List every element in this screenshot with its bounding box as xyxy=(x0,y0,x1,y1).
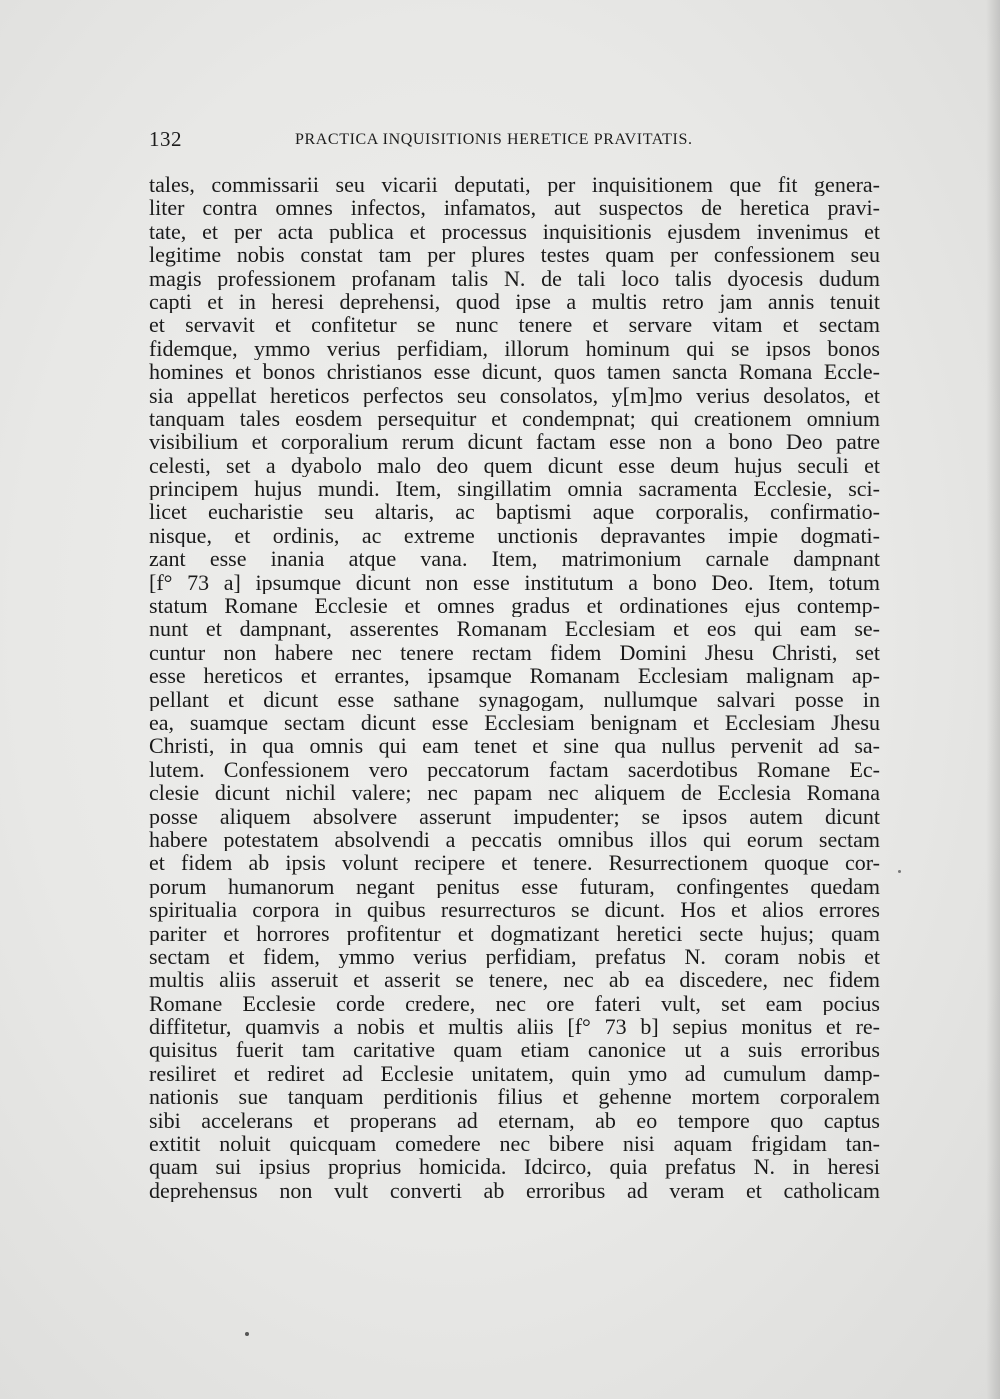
text-line: visibilium et corporalium rerum dicunt factam esse non a bono Deo patre xyxy=(149,430,880,454)
running-title: PRACTICA INQUISITIONIS HERETICE PRAVITATIS. xyxy=(295,131,693,148)
text-line: magis professionem profanam talis N. de tali loco talis dyocesis dudum xyxy=(149,266,880,290)
text-line: clesie dicunt nichil valere; nec papam nec aliquem de Ecclesia Romana xyxy=(149,781,880,805)
text-line: multis aliis asseruit et asserit se tenere, nec ab ea discedere, nec fidem xyxy=(149,968,880,992)
text-line: tate, et per acta publica et processus inquisitionis ejusdem invenimus et xyxy=(149,219,880,244)
ink-speck xyxy=(898,870,901,873)
text-line: licet eucharistie seu altaris, ac baptismi aque corporalis, confirmatio- xyxy=(149,500,880,524)
text-line: nationis sue tanquam perditionis filius et gehenne mortem corporalem xyxy=(149,1085,880,1109)
text-line: resiliret et rediret ad Ecclesie unitatem, quin ymo ad cumulum damp- xyxy=(149,1061,880,1086)
text-line: liter contra omnes infectos, infamatos, aut suspectos de heretica pravi- xyxy=(149,196,880,220)
text-line: et servavit et confitetur se nunc tenere et servare vitam et sectam xyxy=(149,313,880,337)
text-line: esse hereticos et errantes, ipsamque Romanam Ecclesiam malignam ap- xyxy=(149,664,880,688)
page-number: 132 xyxy=(149,127,182,151)
text-line: pariter et horrores profitentur et dogmatizant heretici secte hujus; quam xyxy=(149,921,880,945)
text-line: et fidem ab ipsis volunt recipere et tenere. Resurrectionem quoque cor- xyxy=(149,851,880,875)
page-edge-shadow xyxy=(986,0,1000,1399)
text-line: homines et bonos christianos esse dicunt, quos tamen sancta Romana Eccle- xyxy=(149,360,880,384)
text-line: habere potestatem absolvendi a peccatis omnibus illos qui eorum sectam xyxy=(149,827,880,852)
text-line: zant esse inania atque vana. Item, matrimonium carnale dampnant xyxy=(149,547,880,571)
text-line: diffitetur, quamvis a nobis et multis aliis [f° 73 b] sepius monitus et re- xyxy=(149,1015,880,1039)
text-line: deprehensus non vult converti ab erroribus ad veram et catholicam xyxy=(149,1178,880,1203)
text-line: statum Romane Ecclesie et omnes gradus et ordinationes ejus contemp- xyxy=(149,594,880,618)
text-line: sia appellat hereticos perfectos seu consolatos, y[m]mo verius desolatos, et xyxy=(149,383,880,407)
text-line: cuntur non habere nec tenere rectam fidem Domini Jhesu Christi, set xyxy=(149,640,880,665)
text-line: extitit noluit quicquam comedere nec bibere nisi aquam frigidam tan- xyxy=(149,1132,880,1156)
text-line: tanquam tales eosdem persequitur et condempnat; qui creationem omnium xyxy=(149,406,880,431)
text-line: principem hujus mundi. Item, singillatim omnia sacramenta Ecclesie, sci- xyxy=(149,477,880,501)
text-line: fidemque, ymmo verius perfidiam, illorum hominum qui se ipsos bonos xyxy=(149,336,880,361)
text-line: Romane Ecclesie corde credere, nec ore fateri vult, set eam pocius xyxy=(149,991,880,1016)
text-line: spiritualia corpora in quibus resurrecturos se dicunt. Hos et alios errores xyxy=(149,898,880,922)
text-line: porum humanorum negant penitus esse futuram, confingentes quedam xyxy=(149,874,880,899)
text-line: legitime nobis constat tam per plures testes quam per confessionem seu xyxy=(149,243,880,267)
text-line: pellant et dicunt esse sathane synagogam, nullumque salvari posse in xyxy=(149,687,880,711)
text-line: posse aliquem absolvere asserunt impudenter; se ipsos autem dicunt xyxy=(149,804,880,828)
text-line: nisque, et ordinis, ac extreme unctionis depravantes impie dogmati- xyxy=(149,523,880,548)
body-text xyxy=(149,173,880,1202)
text-line: nunt et dampnant, asserentes Romanam Ecclesiam et eos qui eam se- xyxy=(149,617,880,641)
text-line: quam sui ipsius proprius homicida. Idcirco, quia prefatus N. in heresi xyxy=(149,1155,880,1179)
text-line: lutem. Confessionem vero peccatorum factam sacerdotibus Romane Ec- xyxy=(149,757,880,782)
text-line: tales, commissarii seu vicarii deputati, per inquisitionem que fit genera- xyxy=(149,173,880,197)
text-line: sibi accelerans et properans ad eternam, ab eo tempore quo captus xyxy=(149,1108,880,1133)
text-line: capti et in heresi deprehensi, quod ipse a multis retro jam annis tenuit xyxy=(149,289,880,314)
text-line: quisitus fuerit tam caritative quam etiam canonice ut a suis erroribus xyxy=(149,1038,880,1062)
text-line: celesti, set a dyabolo malo deo quem dicunt esse deum hujus seculi et xyxy=(149,453,880,478)
text-line: ea, suamque sectam dicunt esse Ecclesiam benignam et Ecclesiam Jhesu xyxy=(149,710,880,735)
ink-speck xyxy=(245,1332,249,1336)
text-line: Christi, in qua omnis qui eam tenet et sine qua nullus pervenit ad sa- xyxy=(149,734,880,758)
text-line: sectam et fidem, ymmo verius perfidiam, prefatus N. coram nobis et xyxy=(149,944,880,969)
text-line: [f° 73 a] ipsumque dicunt non esse institutum a bono Deo. Item, totum xyxy=(149,570,880,595)
page-header xyxy=(149,127,880,157)
